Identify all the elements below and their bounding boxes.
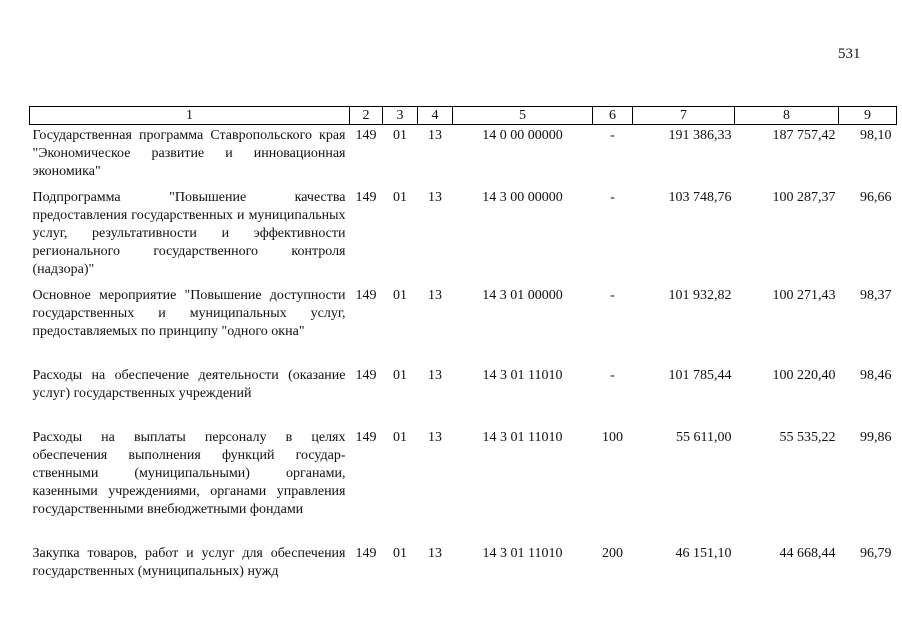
cell-section: 01	[393, 128, 407, 143]
cell-subsection: 13	[428, 128, 442, 143]
cell-planned: 55 611,00	[676, 430, 732, 445]
cell-target-article: 14 3 01 11010	[482, 368, 563, 383]
cell-expense-type: -	[610, 288, 615, 303]
cell-section: 01	[393, 288, 407, 303]
row-name: Подпрограмма "Повышение качества предоставления государственных и муниципальных услуг, результативности и эффективности регионального государственного контроля (надзора)"	[32, 190, 346, 277]
cell-executed: 100 271,43	[772, 288, 836, 303]
cell-subsection: 13	[428, 368, 442, 383]
cell-expense-type: -	[610, 190, 615, 205]
cell-percent: 99,86	[860, 430, 892, 445]
table-row	[30, 427, 897, 543]
cell-target-article: 14 3 00 00000	[482, 190, 563, 205]
cell-planned: 101 785,44	[668, 368, 732, 383]
cell-planned: 46 151,10	[675, 546, 732, 561]
header-cell-2: 2	[350, 107, 383, 125]
row-name: Расходы на выплаты персоналу в целях обеспечения выполнения функций государственными (муниципальными) органами, казенными учреждениями, органами управления государственными внебюджетными фондами	[32, 430, 346, 517]
cell-planned: 101 932,82	[668, 288, 732, 303]
row-name: Закупка товаров, работ и услуг для обеспечения государственных (муниципальных) нужд	[32, 546, 346, 579]
cell-ministry: 149	[355, 128, 377, 143]
cell-executed: 100 287,37	[772, 190, 836, 205]
header-cell-8: 8	[735, 107, 839, 125]
cell-subsection: 13	[428, 546, 442, 561]
cell-executed: 44 668,44	[779, 546, 836, 561]
table-row	[30, 187, 897, 285]
page-number: 531	[838, 46, 861, 62]
cell-executed: 187 757,42	[772, 128, 836, 143]
row-name: Расходы на обеспечение деятельности (оказание услуг) государственных учреждений	[32, 368, 346, 401]
cell-percent: 98,37	[860, 288, 892, 303]
cell-target-article: 14 3 01 00000	[482, 288, 563, 303]
cell-ministry: 149	[355, 546, 377, 561]
cell-percent: 96,66	[860, 190, 892, 205]
cell-section: 01	[393, 430, 407, 445]
table-row	[30, 125, 897, 188]
row-name: Государственная программа Ставропольского края "Экономическое развитие и инновационная экономика"	[32, 128, 346, 179]
cell-section: 01	[393, 190, 407, 205]
cell-ministry: 149	[355, 190, 377, 205]
cell-percent: 96,79	[860, 546, 892, 561]
row-name: Основное мероприятие "Повышение доступности государственных и муниципальных услуг, предоставляемых по принципу "одного окна"	[32, 288, 346, 339]
header-cell-5: 5	[453, 107, 593, 125]
cell-target-article: 14 3 01 11010	[482, 430, 563, 445]
header-cell-6: 6	[593, 107, 633, 125]
cell-planned: 103 748,76	[668, 190, 732, 205]
cell-subsection: 13	[428, 288, 442, 303]
cell-expense-type: -	[610, 128, 615, 143]
header-row	[30, 107, 897, 125]
cell-subsection: 13	[428, 430, 442, 445]
table-row	[30, 543, 897, 585]
header-cell-1: 1	[30, 107, 350, 125]
cell-expense-type: 200	[602, 546, 623, 561]
header-cell-7: 7	[633, 107, 735, 125]
cell-expense-type: -	[610, 368, 615, 383]
cell-section: 01	[393, 368, 407, 383]
header-cell-3: 3	[383, 107, 418, 125]
table-row	[30, 365, 897, 427]
budget-table	[29, 106, 897, 585]
cell-section: 01	[393, 546, 407, 561]
cell-executed: 55 535,22	[779, 430, 836, 445]
header-cell-4: 4	[418, 107, 453, 125]
cell-percent: 98,10	[860, 128, 892, 143]
cell-expense-type: 100	[602, 430, 623, 445]
cell-percent: 98,46	[860, 368, 892, 383]
header-cell-9: 9	[839, 107, 897, 125]
cell-ministry: 149	[355, 430, 377, 445]
cell-target-article: 14 0 00 00000	[482, 128, 563, 143]
cell-ministry: 149	[355, 368, 377, 383]
cell-executed: 100 220,40	[772, 368, 836, 383]
cell-subsection: 13	[428, 190, 442, 205]
cell-target-article: 14 3 01 11010	[482, 546, 563, 561]
table-row	[30, 285, 897, 365]
cell-planned: 191 386,33	[668, 128, 732, 143]
cell-ministry: 149	[355, 288, 377, 303]
